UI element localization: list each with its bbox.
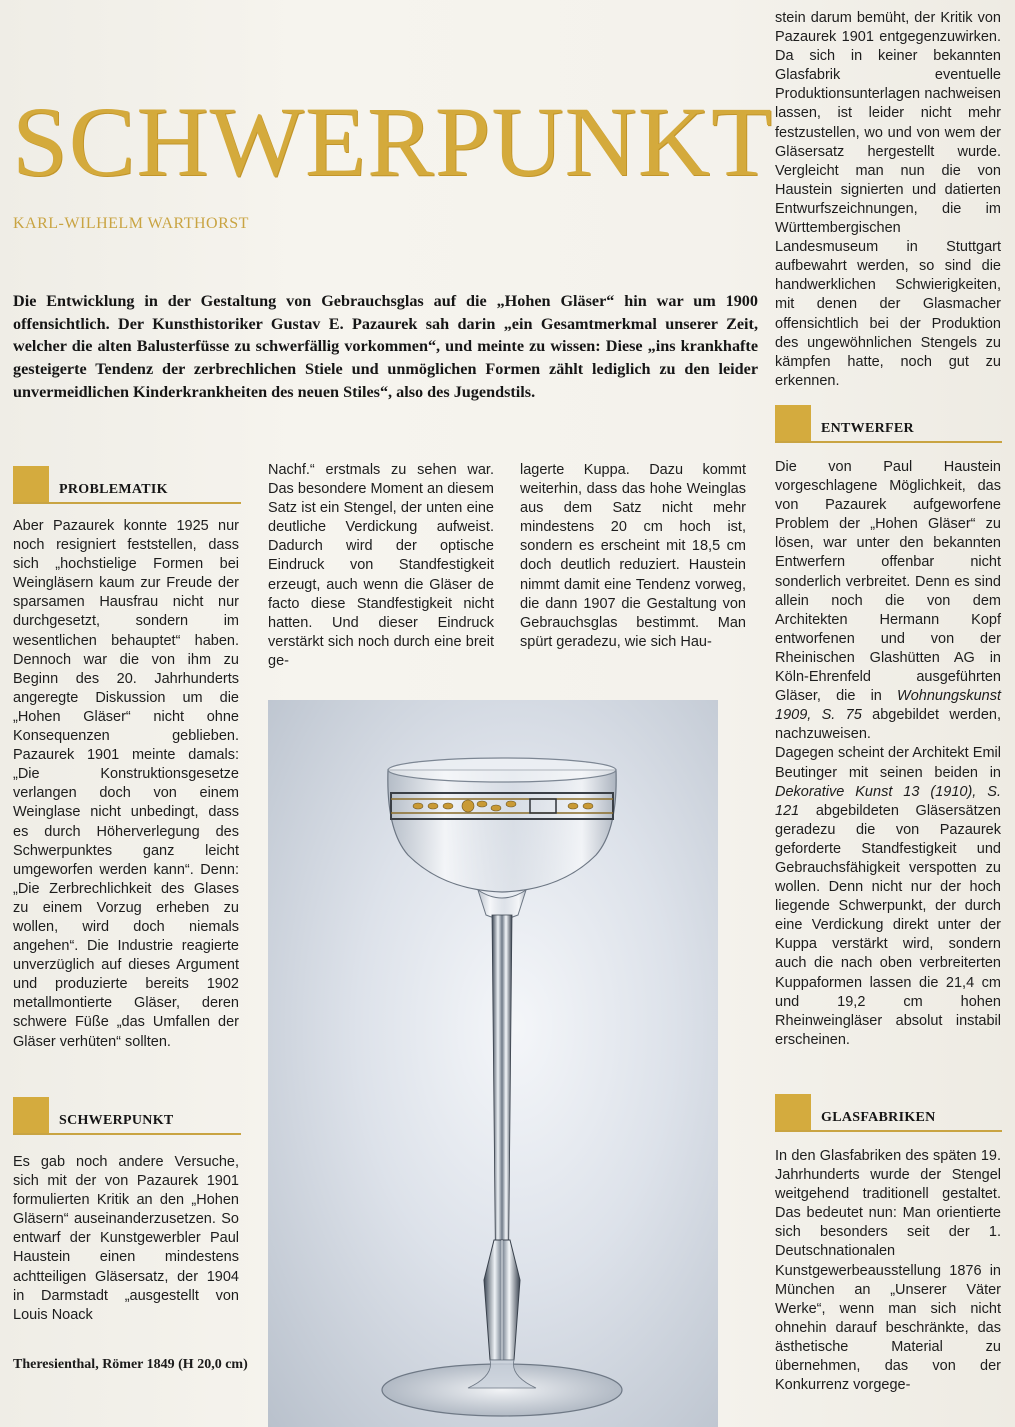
- heading-marker-square: [13, 1097, 49, 1133]
- wine-glass-photo: [268, 700, 718, 1427]
- section-heading-entwerfer: [775, 405, 1002, 443]
- body-text-schwerpunkt: Es gab noch andere Versuche, sich mit der von Pazaurek 1901 formulierten Kritik an den „Hohen Gläsern“ auseinanderzusetzen. So entwarf der Kunstgewerbler Paul Haustein einen mindestens achtteiligen Gläsersatz, der 1904 in Darmstadt „ausgestellt von Louis Noack: [13, 1154, 239, 1323]
- photo-caption: Theresienthal, Römer 1849 (H 20,0 cm): [13, 1357, 248, 1372]
- section-heading-problematik: [13, 466, 241, 504]
- heading-label: ENTWERFER: [821, 421, 914, 436]
- page-title: SCHWERPUNKT: [12, 86, 774, 197]
- lead-paragraph: Die Entwicklung in der Gestaltung von Gebrauchsglas auf die „Hohen Gläser“ hin war um 1900 offensichtlich. Der Kunsthistoriker Gustav E. Pazaurek sah darin „ein Gesamtmerkmal unserer Zeit, welcher die alten Balusterfüsse zu schwerfällig vorkommen“, und meinte zu wissen: Diese „ins krankhafte gesteigerte Tendenz der zerbrechlichen Stiele und unmöglichen Formen zählt lediglich zu den leider unvermeidlichen Kinderkrankheiten des neuen Stiles“, also des Jugendstils.: [13, 292, 758, 401]
- citation: Wohnungskunst 1909, S. 75: [775, 688, 1001, 724]
- body-text-glasfabriken: In den Glasfabriken des späten 19. Jahrhunderts wurde der Stengel weitgehend traditionell gestaltet. Das bedeutet nun: Man orientierte sich besonders seit der 1. Deutschnationalen Kunstgewerbeausstellung 1876 in München an „Unserer Väter Werke“, wenn man sich nicht ohnehin darauf beschränkte, das ästhetische Material zu übernehmen, das von der Konkurrenz vorgege-: [775, 1148, 1001, 1394]
- section-heading-schwerpunkt: [13, 1097, 241, 1135]
- body-text-entwerfer: [775, 458, 1001, 1050]
- heading-marker-square: [13, 466, 49, 502]
- body-text-column-3: lagerte Kuppa. Dazu kommt weiterhin, dass das hohe Weinglas aus dem Satz nicht mehr mindestens 20 cm hoch ist, sondern es erscheint mit 18,5 cm doch deutlich reduziert. Haustein nimmt damit eine Tendenz vorweg, die dann 1907 die Gestaltung von Gebrauchsglas bestimmt. Man spürt geradezu, wie sich Hau-: [520, 462, 746, 650]
- heading-label: SCHWERPUNKT: [59, 1113, 174, 1128]
- paragraph: Die von Paul Haustein vorgeschlagene Möglichkeit, das von Pazaurek aufgeworfene Problem der „Hohen Gläser“ zu lösen, war unter den bekannten Entwerfern offenbar nicht sonderlich verbreitet. Denn es sind allein noch die von dem Architekten Hermann Kopf entworfenen und von der Rheinischen Glashütten AG in Köln-Ehrenfeld ausgeführten Gläser, die in Wohnungskunst 1909, S. 75 abgebildet werden, nachzuweisen.: [775, 459, 1001, 743]
- heading-label: PROBLEMATIK: [59, 482, 168, 497]
- paragraph: Dagegen scheint der Architekt Emil Beutinger mit seinen beiden in Dekorative Kunst 13 (1910), S. 121 abgebildeten Gläsersätzen geradezu die von Pazaurek geforderte Standfestigkeit und Gebrauchsfähigkeit verspotten zu wollen. Denn nicht nur der hoch liegende Schwerpunkt, der durch eine Verdickung direkt unter der Kuppa verstärkt wird, sondern auch die nach oben verbreiterten Kuppaformen lassen die 21,4 cm und 19,2 cm hohen Rheinweingläser absolut instabil erscheinen.: [775, 745, 1001, 1048]
- body-text-column-4: stein darum bemüht, der Kritik von Pazaurek 1901 entgegenzuwirken. Da sich in keiner bekannten Glasfabrik eventuelle Produktionsunterlagen nachweisen lassen, ist leider nicht mehr festzustellen, wo und von wem der Gläsersatz hergestellt wurde. Vergleicht man nun die von Haustein signierten und datierten Entwurfszeichnungen, die im Württembergischen Landesmuseum in Stuttgart aufbewahrt werden, so sind die handwerklichen Schwierigkeiten, mit denen der Glasmacher offensichtlich bei der Produktion des ungewöhnlichen Stengels zu kämpfen hatte, noch gut zu erkennen.: [775, 10, 1001, 389]
- heading-label: GLASFABRIKEN: [821, 1110, 936, 1125]
- heading-marker-square: [775, 405, 811, 441]
- body-text-problematik: Aber Pazaurek konnte 1925 nur noch resigniert feststellen, dass sich „hochstielige Formen bei Weingläsern kaum zur Freude der sparsamen Hausfrau nicht nur durchgesetzt, sondern im wesentlichen behauptet“ haben. Dennoch war die von ihm zu Beginn des 20. Jahrhunderts angeregte Diskussion um die „Hohen Gläser“ nicht ohne Konsequenzen geblieben. Pazaurek 1901 meinte damals: „Die Konstruktionsgesetze verlangen doch von einem Weinglase nicht unbedingt, dass es durch Höherverlegung des Schwerpunktes ganz leicht umgeworfen werden kann“. Denn: „Die Zerbrechlichkeit des Glases zu einem Vorzug erheben zu wollen, wird doch niemals angehen“. Die Industrie reagierte unverzüglich auf dieses Argument und produzierte bereits 1902 metallmontierte Gläser, deren schwere Füße „das Umfallen der Gläser verhüten“ sollten.: [13, 518, 239, 1050]
- heading-marker-square: [775, 1094, 811, 1130]
- body-text-column-2: Nachf.“ erstmals zu sehen war. Das besondere Moment an diesem Satz ist ein Stengel, der unten eine deutliche Verdickung aufweist. Dadurch wird der optische Eindruck von Standfestigkeit erzeugt, auch wenn die Gläser de facto diese Standfestigkeit nicht hatten. Und dieser Eindruck verstärkt sich noch durch eine breit ge-: [268, 462, 494, 669]
- wine-glass-illustration: [268, 700, 718, 1427]
- author-name: KARL-WILHELM WARTHORST: [13, 215, 249, 232]
- citation: Dekorative Kunst 13 (1910), S. 121: [775, 783, 1001, 819]
- section-heading-glasfabriken: [775, 1094, 1002, 1132]
